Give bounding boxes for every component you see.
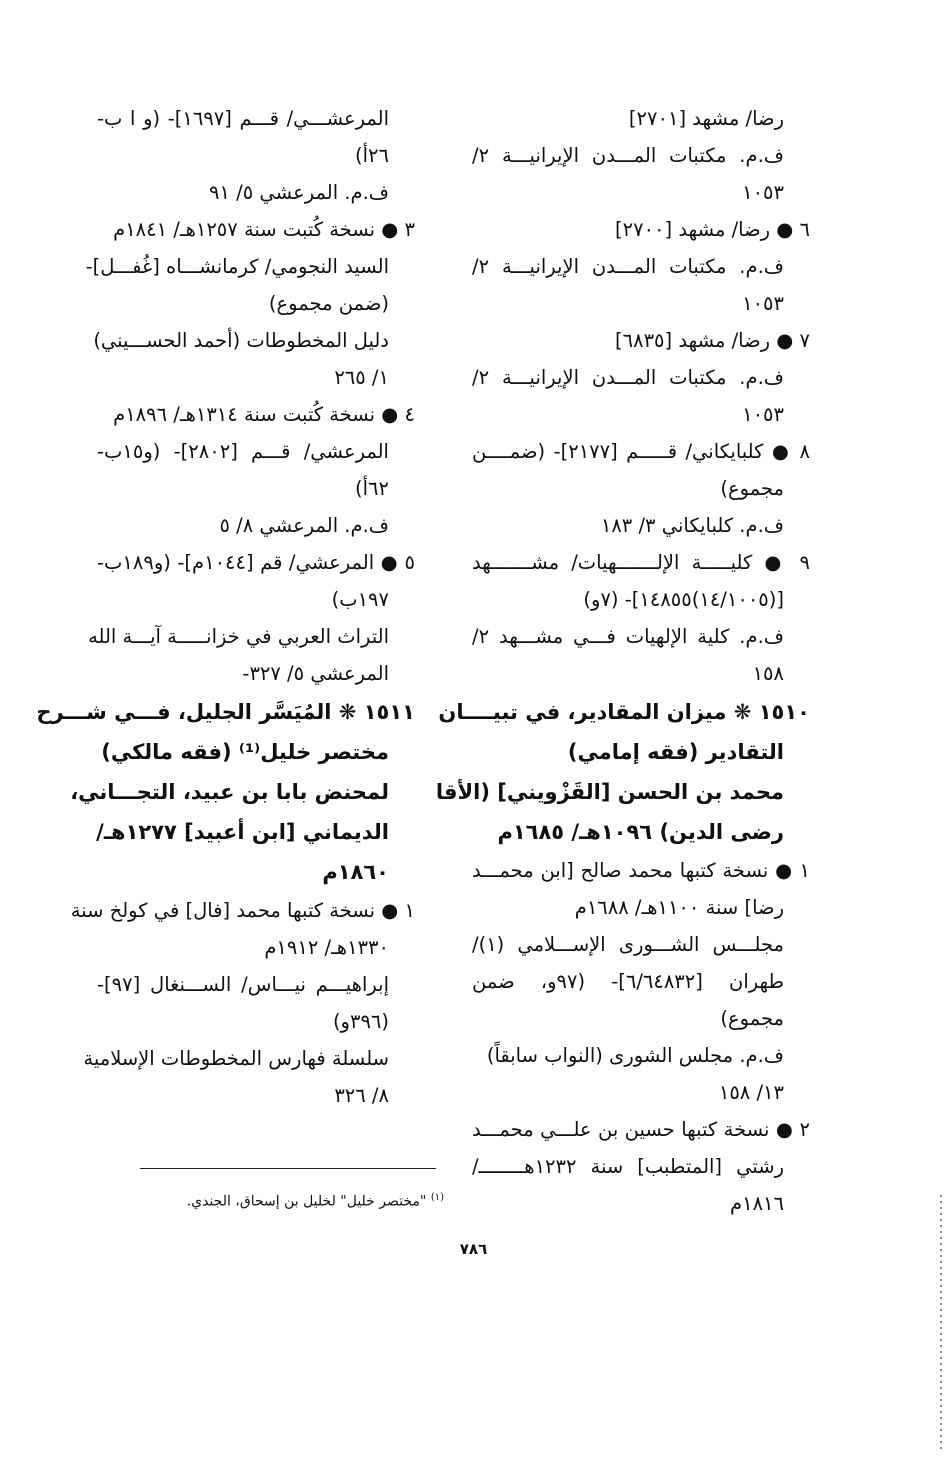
text-line: دليل المخطوطات (أحمد الحســـيني) (93, 329, 389, 352)
text-line: ١٨١٦م (730, 1192, 784, 1215)
text-line: رضا] سنة ١١٠٠هـ/ ١٦٨٨م (574, 896, 784, 919)
left-text-column (36, 100, 415, 1114)
footnote-separator (140, 1168, 436, 1169)
text-line: ١٩٧ب) (331, 588, 389, 611)
text-line: رضى الدين) ١٠٩٦هـ/ ١٦٨٥م (497, 820, 784, 844)
text-line: السيد النجومي/ كرمانشـــاه [غُفـــل]- (85, 255, 389, 278)
text-line: التراث العربي في خزانـــــة آيـــة الله (88, 625, 389, 648)
text-line: ١٥١٠ ❋ ميزان المقادير، في تبيــــان (438, 700, 810, 724)
text-line: ٩ ● كليـــــة الإلـــــــهيات/ مشـــــــهد (472, 551, 810, 574)
text-line: ١٨٦٠م (322, 860, 389, 884)
text-line: المرعشي ٥/ ٣٢٧- (242, 662, 389, 685)
text-line: ف.م. مجلس الشورى (النواب سابقاً) (486, 1044, 784, 1067)
text-line: (ضمن مجموع) (268, 292, 389, 315)
scan-edge-dots (940, 1195, 942, 1453)
text-line: ٦٢أ) (355, 477, 389, 500)
page-number: ٧٨٦ (459, 1240, 488, 1258)
text-line: ف.م. مكتبات المـــدن الإيرانيـــة ٢/ (472, 366, 784, 389)
text-line: ٦ ● رضا/ مشهد [٢٧٠٠] (615, 218, 810, 241)
text-line: سلسلة فهارس المخطوطات الإسلامية (83, 1047, 389, 1070)
text-line: ١٠٥٣ (742, 181, 784, 204)
text-line: ١٥١١ ❋ المُيَسَّر الجليل، فـــي شـــرح (36, 700, 415, 724)
text-line: المرعشي/ قـــم [٢٨٠٢]- (و١٥ب- (97, 440, 389, 463)
text-line: ٨/ ٣٢٦ (334, 1084, 389, 1107)
text-line: لمحنض بابا بن عبيد، التجـــاني، (70, 780, 389, 804)
text-line: ف.م. مكتبات المـــدن الإيرانيـــة ٢/ (472, 144, 784, 167)
footnote-text: "مختصر خليل" لخليل بن إسحاق، الجندي. (186, 1193, 427, 1210)
text-line: مجموع) (720, 1007, 784, 1030)
text-line: مجلـــس الشـــورى الإســـلامي (١)/ (472, 933, 784, 956)
text-line: ٣ ● نسخة كُتبت سنة ١٢٥٧هـ/ ١٨٤١م (113, 218, 415, 241)
text-line: (٣٩٦و) (332, 1010, 389, 1033)
text-line: [(١٤/١٠٠٥)١٤٨٥٥]- (٧و) (583, 588, 784, 611)
text-line: ٤ ● نسخة كُتبت سنة ١٣١٤هـ/ ١٨٩٦م (113, 403, 415, 426)
text-line: ١٠٥٣ (742, 292, 784, 315)
text-line: ١٣/ ١٥٨ (718, 1081, 784, 1104)
text-line: ١ ● نسخة كتبها محمد [فال] في كولخ سنة (70, 899, 415, 922)
text-line: ف.م. المرعشي ٥/ ٩١ (209, 181, 389, 204)
text-line: ١ ● نسخة كتبها محمد صالح [ابن محمـــد (472, 859, 810, 882)
text-line: طهران [٦/٦٤٨٣٢]- (٩٧و، ضمن (472, 970, 784, 993)
text-line: ف.م. كلبايكاني ٣/ ١٨٣ (600, 514, 784, 537)
text-line: مجموع) (720, 477, 784, 500)
text-line: ١٣٣٠هـ/ ١٩١٢م (264, 936, 389, 959)
text-line: ١٥٨ (752, 662, 784, 685)
text-line: رشتي [المتطبب] سنة ١٢٣٢هــــــــ/ (472, 1155, 784, 1178)
text-line: ف.م. كلية الإلهيات فـــي مشـــهد ٢/ (472, 625, 784, 648)
text-line: ف.م. مكتبات المـــدن الإيرانيـــة ٢/ (472, 255, 784, 278)
text-line: مختصر خليل⁽¹⁾ (فقه مالكي) (101, 740, 389, 764)
text-line: الديماني [ابن أعبيد] ١٢٧٧هـ/ (96, 820, 389, 844)
text-line: ٧ ● رضا/ مشهد [٦٨٣٥] (615, 329, 810, 352)
text-line: ٢٦أ) (355, 144, 389, 167)
text-line: ٥ ● المرعشي/ قم [١٠٤٤م]- (و١٨٩ب- (97, 551, 415, 574)
text-line: ١٠٥٣ (742, 403, 784, 426)
text-line: ١/ ٢٦٥ (334, 366, 389, 389)
text-line: التقادير (فقه إمامي) (567, 740, 784, 764)
footnote (187, 1192, 444, 1210)
text-line: المرعشـــي/ قـــم [١٦٩٧]- (و ا ب- (97, 107, 389, 130)
text-line: إبراهيـــم نيـــاس/ الســـنغال [٩٧]- (97, 973, 389, 996)
text-line: ف.م. المرعشي ٨/ ٥ (219, 514, 389, 537)
footnote-marker: (١) (430, 1192, 444, 1203)
text-line: ٨ ● كلبايكاني/ قـــــم [٢١٧٧]- (ضمــــن (472, 440, 811, 463)
text-line: ٢ ● نسخة كتبها حسين بن علـــي محمـــد (472, 1118, 810, 1141)
text-line: رضا/ مشهد [٢٧٠١] (628, 107, 784, 130)
text-line: محمد بن الحسن [القَزْويني] (الأقا (435, 780, 784, 804)
right-text-column (435, 100, 811, 1222)
